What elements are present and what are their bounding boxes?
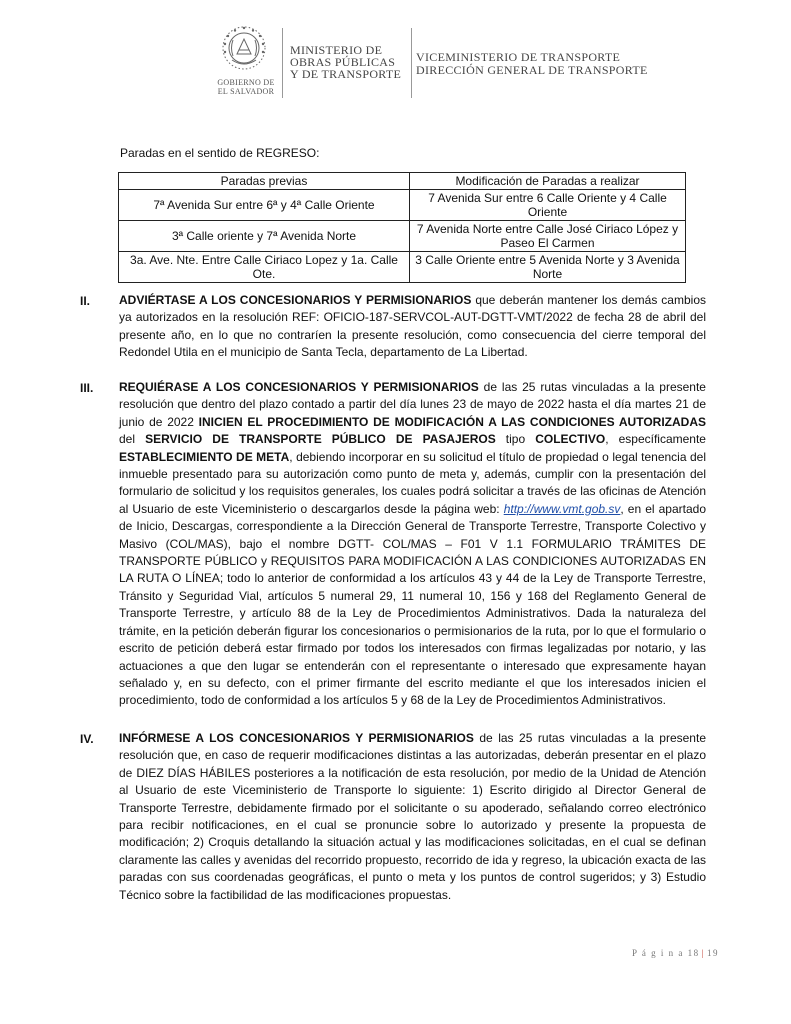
section-iv-paragraph: [119, 730, 706, 904]
ministry-line-1: MINISTERIO DE: [290, 43, 383, 57]
column-header: Modificación de Paradas a realizar: [410, 173, 686, 190]
section-iii-text: , en el apartado de Inicio, Descargas, correspondiente a la Dirección General de Transporte Terrestre, Transporte Colectivo y Masivo (COL/MAS), bajo el nombre DGTT- COL/MAS – F01 V 1.1 FORMULARIO TRÁMITES DE TRANSPORTE PÚBLICO y REQUISITOS PARA MODIFICACIÓN A LAS CONDICIONES AUTORIZADAS EN LA RUTA O LÍNEA; todo lo anterior de conformidad a los artículos 43 y 44 de la Ley de Transporte Terrestre, Tránsito y Seguridad Vial, artículos 5 numeral 29, 11 numeral 10, 156 y 168 del Reglamento General de Transporte Terrestre, y artículo 88 de la Ley de Procedimientos Administrativos. Dada la naturaleza del trámite, en la petición deberán figurar los concesionarios o permisionarios de la ruta, por lo que el formulario o escrito de petición deberá estar firmado por todos los interesados con firmas legalizadas por notario, y las actuaciones a que den lugar se entenderán con el representante o interesado que expresamente hayan señalado y, en su defecto, con el primer firmante del escrito mediante el que los interesados inicien el procedimiento, todo de conformidad a los artículos 5 y 68 de la Ley de Procedimientos Administrativos.: [119, 501, 706, 708]
vice-line-2: DIRECCIÓN GENERAL DE TRANSPORTE: [416, 63, 648, 77]
vice-line-1: VICEMINISTERIO DE TRANSPORTE: [416, 50, 621, 64]
ministry-name: [290, 44, 401, 80]
table-header-row: [119, 173, 686, 190]
section-iii-paragraph: [119, 379, 706, 710]
page-label: P á g i n a: [632, 948, 684, 958]
section-number: IV.: [80, 732, 94, 746]
coat-of-arms-icon: [220, 24, 268, 72]
page-number: 18: [687, 948, 700, 958]
ministry-line-2: OBRAS PÚBLICAS: [290, 55, 396, 69]
section-iii-text: del: [119, 432, 146, 447]
section-iv-heading: INFÓRMESE A LOS CONCESIONARIOS Y PERMISIONARIOS: [119, 731, 474, 745]
section-number: II.: [80, 294, 91, 308]
vmt-website-link[interactable]: http://www.vmt.gob.sv: [503, 501, 621, 516]
table-row: [119, 252, 686, 283]
ministry-line-3: Y DE TRANSPORTE: [290, 67, 402, 81]
header-divider: [411, 28, 412, 98]
table-row: [119, 190, 686, 221]
table-cell: 7ª Avenida Sur entre 6ª y 4ª Calle Oriente: [119, 190, 410, 221]
table-cell: 7 Avenida Norte entre Calle José Ciriaco López y Paseo El Carmen: [410, 221, 686, 252]
section-number: III.: [80, 381, 94, 395]
page-footer: [632, 948, 719, 958]
section-iii-heading: REQUIÉRASE A LOS CONCESIONARIOS Y PERMISIONARIOS: [119, 380, 479, 394]
stops-table: [118, 172, 686, 283]
section-iii-text: , específicamente: [605, 432, 706, 447]
section-ii-paragraph: [119, 292, 706, 362]
table-cell: 3a. Ave. Nte. Entre Calle Ciriaco Lopez y 1a. Calle Ote.: [119, 252, 410, 283]
column-header: Paradas previas: [119, 173, 410, 190]
section-iii-text: tipo: [495, 432, 536, 447]
section-iii-bold: SERVICIO DE TRANSPORTE PÚBLICO DE PASAJEROS: [145, 432, 496, 447]
section-iii-bold: ESTABLECIMIENTO DE META: [119, 449, 290, 464]
section-iii-bold: INICIEN EL PROCEDIMIENTO DE MODIFICACIÓN A LAS CONDICIONES AUTORIZADAS: [198, 414, 706, 429]
section-iv-text: de las 25 rutas vinculadas a la presente resolución que, en caso de requerir modificaciones distintas a las autorizadas, deberán presentar en el plazo de DIEZ DÍAS HÁBILES posteriores a la notificación de esta resolución, por medio de la Unidad de Atención al Usuario de este Viceministerio de Transporte lo siguiente: 1) Escrito dirigido al Director General de Transporte Terrestre, debidamente firmado por el solicitante o su apoderado, señalando correo electrónico para recibir notificaciones, en el cual se pronuncie sobre lo autorizado y presente la propuesta de modificación; 2) Croquis detallando la situación actual y las modificaciones solicitadas, en el cual se definan claramente las calles y avenidas del recorrido propuesto, recorrido de ida y regreso, la ubicación exacta de las paradas con sus coordenadas geográficas, el punto o meta y los puntos de control sugeridos; y 3) Estudio Técnico sobre la factibilidad de las modificaciones propuestas.: [119, 731, 706, 902]
table-cell: 3 Calle Oriente entre 5 Avenida Norte y 3 Avenida Norte: [410, 252, 686, 283]
page-separator: |: [701, 948, 705, 958]
section-ii-heading: ADVIÉRTASE A LOS CONCESIONARIOS Y PERMISIONARIOS: [119, 293, 472, 307]
table-cell: 3ª Calle oriente y 7ª Avenida Norte: [119, 221, 410, 252]
header-divider: [282, 28, 283, 98]
section-iii-bold: COLECTIVO: [535, 432, 606, 447]
gov-line-1: GOBIERNO DE: [217, 78, 275, 87]
table-cell: 7 Avenida Sur entre 6 Calle Oriente y 4 Calle Oriente: [410, 190, 686, 221]
vice-ministry-name: [416, 51, 648, 77]
government-label: [208, 78, 284, 96]
section-ii-text: que deberán mantener los demás cambios ya autorizados en la resolución REF: OFICIO-187-SERVCOL-AUT-DGTT-VMT/2022 de fecha 28 de abril del presente año, en lo que no contraríen la presente resolución, como consecuencia del cierre temporal del Redondel Utila en el municipio de Santa Tecla, departamento de La Libertad.: [119, 293, 706, 360]
gov-line-2: EL SALVADOR: [217, 87, 275, 96]
page-total: 19: [706, 948, 719, 958]
letterhead: [208, 20, 648, 100]
section-iii-text: , debiendo incorporar en su solicitud el título de propiedad o legal tenencia del inmueble presentado para su autorización como punto de meta y, además, cumplir con la presentación del formulario de solicitud y los requisitos generales, los cuales podrá solicitar a través de las oficinas de Atención al Usuario de este Viceministerio o descargarlos desde la página web:: [119, 449, 706, 516]
section-iii-text: de las 25 rutas vinculadas a la presente resolución que dentro del plazo contado a partir del día lunes 23 de mayo de 2022 hasta el día martes 21 de junio de 2022: [119, 380, 706, 429]
section-intro: Paradas en el sentido de REGRESO:: [120, 146, 320, 160]
table-row: [119, 221, 686, 252]
